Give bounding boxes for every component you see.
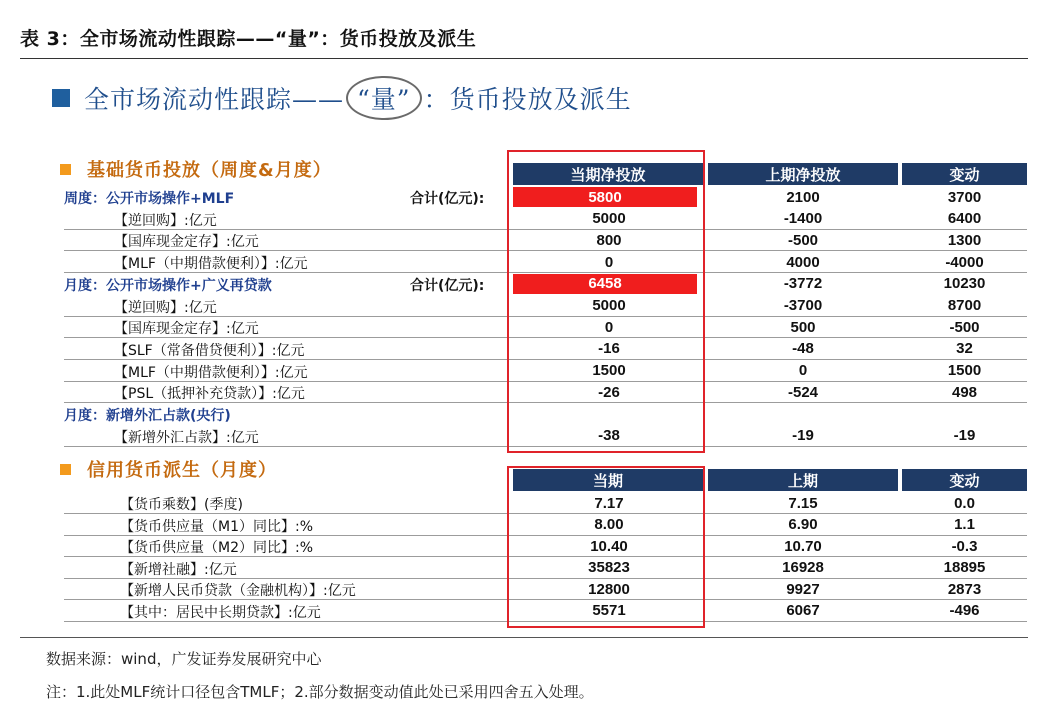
row-label: 【新增人民币贷款（金融机构）】:亿元 bbox=[120, 583, 356, 599]
row-label: 【逆回购】:亿元 bbox=[114, 299, 217, 316]
row-total-label: 合计(亿元): bbox=[410, 277, 485, 294]
cell-change: 1500 bbox=[947, 362, 982, 380]
cell-current: 0 bbox=[604, 318, 614, 336]
row-total-label: 合计(亿元): bbox=[410, 191, 485, 207]
heading-before: 全市场流动性跟踪—— bbox=[84, 85, 345, 114]
row-label: 【货币乘数】(季度) bbox=[120, 497, 243, 513]
row-label: 【逆回购】:亿元 bbox=[114, 212, 217, 229]
row-label: 周度：公开市场操作+MLF bbox=[64, 191, 235, 207]
cell-previous: -3700 bbox=[783, 297, 823, 314]
cell-current: 5800 bbox=[513, 187, 697, 207]
cell-change: 0.0 bbox=[954, 494, 975, 512]
cell-current: 35823 bbox=[588, 559, 630, 576]
cell-change: 1.1 bbox=[954, 516, 975, 533]
cell-previous: 4000 bbox=[786, 253, 820, 271]
section-title-base-money bbox=[60, 156, 332, 182]
cell-previous: -524 bbox=[787, 383, 819, 401]
cell-previous: -48 bbox=[792, 340, 814, 358]
cell-change: 2873 bbox=[947, 580, 982, 598]
cell-previous: 0 bbox=[798, 362, 808, 380]
col-header-previous: 上期 bbox=[708, 469, 898, 491]
heading-square-icon bbox=[52, 89, 70, 107]
cell-current: 1500 bbox=[592, 362, 626, 380]
cell-change: 18895 bbox=[943, 559, 986, 576]
cell-current: 5000 bbox=[592, 210, 626, 228]
row-label: 【货币供应量（M2）同比】:% bbox=[120, 540, 314, 556]
cell-current: 12800 bbox=[588, 580, 630, 598]
row-label: 【PSL（抵押补充贷款）】:亿元 bbox=[114, 386, 305, 403]
cell-change: -4000 bbox=[945, 253, 984, 271]
heading-text bbox=[84, 76, 632, 120]
row-label: 月度：公开市场操作+广义再贷款 bbox=[64, 277, 272, 294]
cell-change bbox=[902, 403, 1027, 425]
col-header-change: 变动 bbox=[902, 469, 1027, 491]
cell-previous: 16928 bbox=[782, 559, 824, 576]
table-caption: 表 3：全市场流动性跟踪——“量”：货币投放及派生 bbox=[20, 28, 477, 50]
cell-current: -16 bbox=[598, 340, 620, 358]
cell-previous: 10.70 bbox=[784, 537, 822, 555]
heading-circled-word: “量” bbox=[346, 76, 422, 120]
cell-previous: 6067 bbox=[786, 602, 820, 619]
cell-previous: 500 bbox=[790, 318, 816, 336]
cell-change: 498 bbox=[951, 383, 978, 401]
source-note: 数据来源：wind，广发证券发展研究中心 bbox=[46, 650, 322, 668]
row-label: 【国库现金定存】:亿元 bbox=[114, 321, 259, 338]
cell-previous: 6.90 bbox=[788, 516, 818, 533]
cell-previous: -500 bbox=[787, 231, 819, 249]
row-label: 月度：新增外汇占款(央行) bbox=[64, 408, 231, 424]
cell-current: -38 bbox=[598, 427, 620, 445]
cell-change: 8700 bbox=[947, 297, 982, 314]
section-title-text: 信用货币派生（月度） bbox=[87, 460, 277, 481]
cell-change: -496 bbox=[949, 602, 980, 619]
cell-previous: 9927 bbox=[786, 580, 820, 598]
row-label: 【其中：居民中长期贷款】:亿元 bbox=[120, 604, 321, 621]
top-rule bbox=[20, 58, 1028, 59]
cell-current: 10.40 bbox=[590, 537, 628, 555]
section-title-credit-money bbox=[60, 456, 277, 482]
cell-current: 800 bbox=[596, 231, 622, 249]
current-column-highlight-box bbox=[507, 150, 705, 453]
cell-previous: 2100 bbox=[786, 188, 820, 206]
cell-change: 32 bbox=[956, 340, 973, 358]
cell-previous: -19 bbox=[792, 427, 814, 445]
section-bullet-icon bbox=[60, 464, 71, 475]
cell-current: 8.00 bbox=[594, 516, 624, 533]
row-label: 【新增社融】:亿元 bbox=[120, 561, 237, 578]
heading-after: ：货币投放及派生 bbox=[423, 85, 632, 114]
cell-current: 6458 bbox=[513, 274, 697, 294]
section-bullet-icon bbox=[60, 164, 71, 175]
col-header-change: 变动 bbox=[902, 163, 1027, 185]
section-title-text: 基础货币投放（周度&月度） bbox=[87, 160, 332, 181]
cell-change: 3700 bbox=[947, 188, 982, 206]
cell-change: 6400 bbox=[947, 210, 982, 228]
slide-heading bbox=[52, 78, 632, 118]
col-header-current: 当期 bbox=[513, 469, 703, 491]
col-header-previous: 上期净投放 bbox=[708, 163, 898, 185]
row-label: 【新增外汇占款】:亿元 bbox=[114, 429, 259, 446]
cell-previous: -1400 bbox=[783, 210, 823, 228]
current-column-highlight-box bbox=[507, 466, 705, 628]
cell-change: -0.3 bbox=[951, 537, 978, 555]
cell-current: 5000 bbox=[592, 297, 626, 314]
cell-change: 1300 bbox=[947, 231, 982, 249]
row-label: 【国库现金定存】:亿元 bbox=[114, 234, 259, 251]
cell-change: -19 bbox=[953, 427, 976, 445]
col-header-current: 当期净投放 bbox=[513, 163, 703, 185]
row-label: 【MLF（中期借款便利）】:亿元 bbox=[114, 364, 308, 381]
row-label: 【MLF（中期借款便利）】:亿元 bbox=[114, 256, 308, 273]
cell-current: 7.17 bbox=[594, 494, 624, 512]
row-label: 【货币供应量（M1）同比】:% bbox=[120, 518, 314, 535]
cell-previous bbox=[708, 403, 898, 425]
cell-current: -26 bbox=[598, 383, 620, 401]
bottom-rule bbox=[20, 637, 1028, 638]
cell-previous: 7.15 bbox=[788, 494, 818, 512]
cell-change: 10230 bbox=[943, 275, 986, 293]
cell-previous: -3772 bbox=[783, 275, 823, 293]
cell-current: 5571 bbox=[592, 602, 626, 619]
cell-change: -500 bbox=[949, 318, 980, 336]
row-label: 【SLF（常备借贷便利）】:亿元 bbox=[114, 342, 305, 359]
footnote: 注：1.此处MLF统计口径包含TMLF；2.部分数据变动值此处已采用四舍五入处理。 bbox=[46, 683, 594, 701]
cell-current: 0 bbox=[604, 253, 614, 271]
